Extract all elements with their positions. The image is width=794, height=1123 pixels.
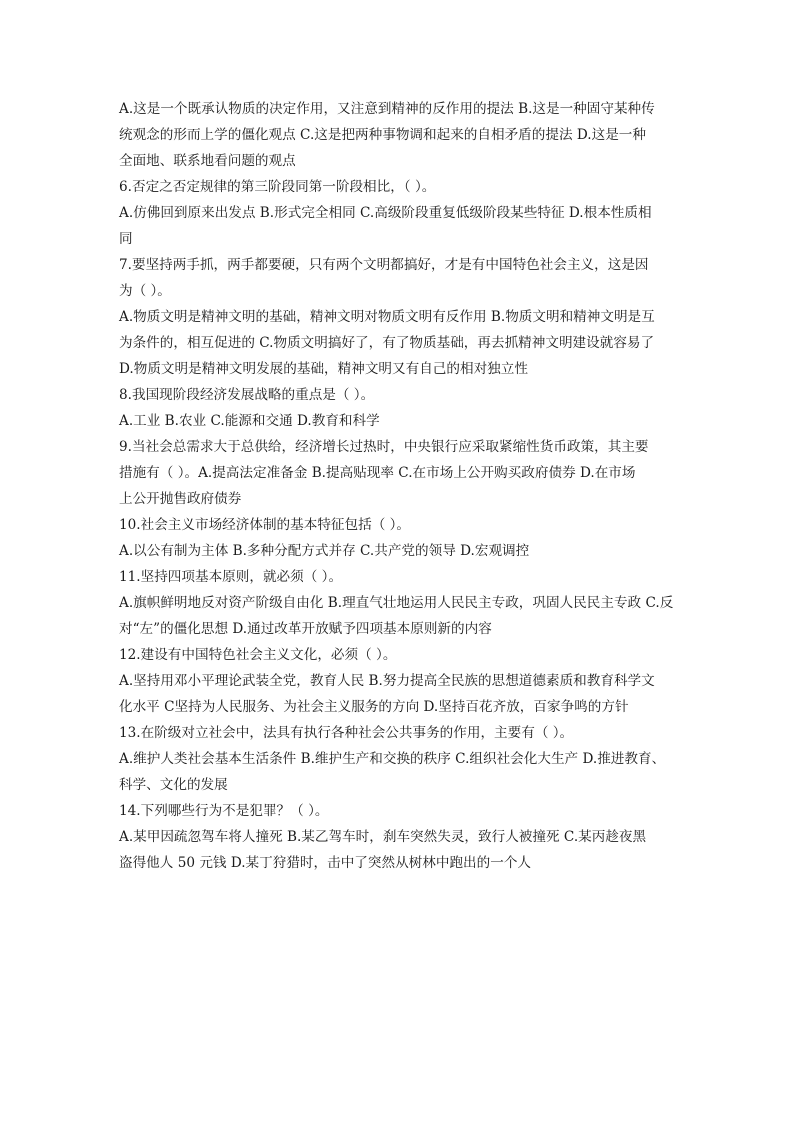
question-14: 14.下列哪些行为不是犯罪？（ ）。 [119,803,329,819]
text-line: A.以公有制为主体 B.多种分配方式并存 C.共产党的领导 D.宏观调控 [119,543,530,559]
text-line: A.工业 B.农业 C.能源和交通 D.教育和科学 [119,413,380,429]
text-line: 全面地、联系地看问题的观点 [119,153,296,169]
question-11: 11.坚持四项基本原则，就必须（ ）。 [119,569,343,585]
question-8: 8.我国现阶段经济发展战略的重点是（ ）。 [119,387,375,403]
document-body [119,96,699,876]
text-line: A.坚持用邓小平理论武装全党，教育人民 B.努力提高全民族的思想道德素质和教育科学文 [119,673,655,689]
text-line: A.旗帜鲜明地反对资产阶级自由化 B.理直气壮地运用人民民主专政，巩固人民民主专政 C.反 [119,595,674,611]
text-line: A.某甲因疏忽驾车将人撞死 B.某乙驾车时，刹车突然失灵，致行人被撞死 C.某丙趁夜黑 [119,829,647,845]
text-line: 化水平 C坚持为人民服务、为社会主义服务的方向 D.坚持百花齐放，百家争鸣的方针 [119,699,629,715]
text-line: A.仿佛回到原来出发点 B.形式完全相同 C.高级阶段重复低级阶段某些特征 D.根本性质相 [119,205,652,221]
text-line: 为条件的，相互促进的 C.物质文明搞好了，有了物质基础，再去抓精神文明建设就容易了 [119,335,655,351]
text-line: A.这是一个既承认物质的决定作用，又注意到精神的反作用的提法 B.这是一种固守某种传 [119,101,655,117]
question-12: 12.建设有中国特色社会主义文化，必须（ ）。 [119,647,397,663]
text-line: 上公开抛售政府债券 [119,491,242,507]
text-line: A.维护人类社会基本生活条件 B.维护生产和交换的秩序 C.组织社会化大生产 D.推进教育、 [119,751,666,767]
question-6: 6.否定之否定规律的第三阶段同第一阶段相比，（ ）。 [119,179,436,195]
text-line: D.物质文明是精神文明发展的基础，精神文明又有自己的相对独立性 [119,361,528,377]
text-line: 对“左”的僵化思想 D.通过改革开放赋予四项基本原则新的内容 [119,621,492,637]
text-line: A.物质文明是精神文明的基础，精神文明对物质文明有反作用 B.物质文明和精神文明是互 [119,309,655,325]
text-line: 措施有（ ）。A.提高法定准备金 B.提高贴现率 C.在市场上公开购买政府债券 D.在市场 [119,465,636,481]
question-10: 10.社会主义市场经济体制的基本特征包括（ ）。 [119,517,411,533]
text-line: 科学、文化的发展 [119,777,228,793]
question-13: 13.在阶级对立社会中，法具有执行各种社会公共事务的作用，主要有（ ）。 [119,725,574,741]
text-line: 同 [119,231,133,247]
text-line: 为（ ）。 [119,283,171,299]
text-line: 盗得他人 50 元钱 D.某丁狩猎时，击中了突然从树林中跑出的一个人 [119,855,532,871]
question-9: 9.当社会总需求大于总供给，经济增长过热时，中央银行应采取紧缩性货币政策，其主要 [119,439,649,455]
text-line: 统观念的形而上学的僵化观点 C.这是把两种事物调和起来的自相矛盾的提法 D.这是一种 [119,127,646,143]
question-7: 7.要坚持两手抓，两手都要硬，只有两个文明都搞好，才是有中国特色社会主义，这是因 [119,257,649,273]
